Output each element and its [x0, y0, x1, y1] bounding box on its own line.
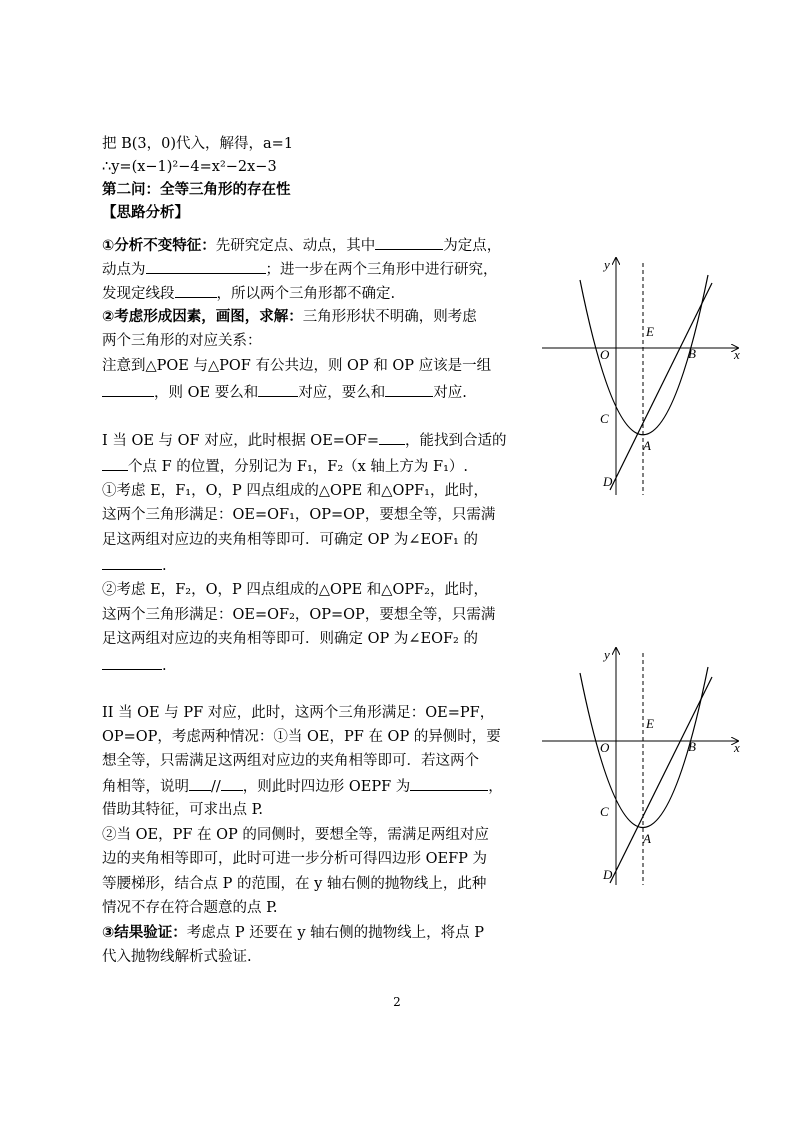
label-E: E — [646, 716, 654, 731]
answer-blank[interactable] — [375, 235, 443, 250]
text-line — [102, 430, 507, 451]
label-C: C — [600, 804, 609, 819]
text: . — [162, 658, 167, 674]
text-line: 想全等，只需满足这两组对应边的夹角相等即可．若这两个 — [102, 753, 479, 769]
text-line: II 当 OE 与 PF 对应，此时，这两个三角形满足：OE=PF， — [102, 705, 495, 721]
text-line — [102, 655, 167, 676]
label-y: y — [604, 647, 610, 662]
answer-blank[interactable] — [221, 776, 243, 791]
text-line: 把 B(3，0)代入，解得，a=1 — [102, 136, 294, 152]
text: 对应，要么和 — [298, 385, 386, 401]
text-line — [102, 456, 468, 477]
text: 对应. — [433, 385, 467, 401]
label-B: B — [688, 739, 696, 754]
text-line — [102, 382, 467, 403]
text-line — [102, 307, 477, 327]
label-O: O — [600, 740, 610, 755]
text-line — [102, 259, 498, 280]
text-line — [102, 283, 395, 304]
text-line: 两个三角形的对应关系： — [102, 333, 262, 349]
text: ， — [488, 779, 503, 795]
answer-blank[interactable] — [189, 776, 211, 791]
text-line: 代入抛物线解析式验证. — [102, 949, 252, 965]
answer-blank[interactable] — [146, 259, 266, 274]
parabola-graph-2 — [540, 645, 750, 890]
text-line: 边的夹角相等即可，此时可进一步分析可得四边形 OEFP 为 — [102, 851, 488, 867]
text-line: ①考虑 E，F₁，O，P 四点组成的△OPE 和△OPF₁，此时， — [102, 483, 488, 499]
line-DB — [610, 283, 712, 490]
parabola-graph-1 — [540, 255, 750, 500]
text-line — [102, 555, 167, 576]
text-line: 足这两组对应边的夹角相等即可．可确定 OP 为∠EOF₁ 的 — [102, 532, 478, 548]
label-A: A — [643, 831, 651, 846]
text-line — [102, 235, 501, 256]
label-x: x — [734, 740, 740, 755]
label-E: E — [646, 324, 654, 339]
answer-blank[interactable] — [410, 776, 488, 791]
text: ，则此时四边形 OEPF 为 — [242, 779, 411, 795]
text: 发现定线段 — [102, 286, 175, 302]
label-B: B — [688, 346, 696, 361]
text: ，则 OE 要么和 — [154, 385, 259, 401]
bold-label: ③结果验证： — [102, 925, 187, 941]
text: 为定点， — [443, 238, 502, 254]
answer-blank[interactable] — [102, 555, 162, 570]
label-A: A — [643, 438, 651, 453]
text: ；进一步在两个三角形中进行研究， — [265, 262, 498, 278]
bold-label: ①分析不变特征： — [102, 238, 216, 254]
bold-label: ②考虑形成因素，画图，求解： — [102, 309, 303, 325]
text: ，能找到合适的 — [405, 433, 507, 449]
page-number: 2 — [393, 995, 401, 1009]
line-DB — [610, 677, 712, 883]
answer-blank[interactable] — [258, 382, 298, 397]
label-x: x — [734, 347, 740, 362]
label-D: D — [603, 867, 613, 882]
label-D: D — [603, 474, 613, 489]
text-line: ②当 OE，PF 在 OP 的同侧时，要想全等，需满足两组对应 — [102, 827, 489, 843]
answer-blank[interactable] — [102, 655, 162, 670]
label-O: O — [600, 347, 610, 362]
answer-blank[interactable] — [385, 382, 433, 397]
answer-blank[interactable] — [379, 430, 405, 445]
label-y: y — [604, 257, 610, 272]
text-line: 情况不存在符合题意的点 P. — [102, 900, 278, 916]
text-line: OP=OP，考虑两种情况：①当 OE，PF 在 OP 的异侧时，要 — [102, 729, 501, 745]
text: ，所以两个三角形都不确定. — [216, 286, 396, 302]
text-line: 这两个三角形满足：OE=OF₁，OP=OP，要想全等，只需满 — [102, 507, 496, 523]
text: // — [211, 779, 221, 795]
text: 动点为 — [102, 262, 146, 278]
answer-blank[interactable] — [102, 456, 128, 471]
text: . — [162, 558, 167, 574]
text-line — [102, 776, 503, 797]
section-heading: 【思路分析】 — [102, 205, 189, 221]
section-heading: 第二问：全等三角形的存在性 — [102, 182, 291, 198]
text-line: 注意到△POE 与△POF 有公共边，则 OP 和 OP 应该是一组 — [102, 358, 492, 374]
text: 角相等，说明 — [102, 779, 189, 795]
text: 三角形形状不明确，则考虑 — [302, 309, 477, 325]
answer-blank[interactable] — [175, 283, 217, 298]
text-line: 等腰梯形，结合点 P 的范围，在 y 轴右侧的抛物线上，此种 — [102, 876, 487, 892]
text: 个点 F 的位置，分别记为 F₁，F₂（x 轴上方为 F₁）. — [128, 459, 469, 475]
text: I 当 OE 与 OF 对应，此时根据 OE=OF= — [102, 433, 380, 449]
answer-blank[interactable] — [102, 382, 154, 397]
text-line: ②考虑 E，F₂，O，P 四点组成的△OPE 和△OPF₂，此时， — [102, 582, 488, 598]
label-C: C — [600, 411, 609, 426]
text-line: 这两个三角形满足：OE=OF₂，OP=OP，要想全等，只需满 — [102, 607, 496, 623]
text: 先研究定点、动点，其中 — [215, 238, 376, 254]
text-line: 借助其特征，可求出点 P. — [102, 802, 264, 818]
text-line: 足这两组对应边的夹角相等即可．则确定 OP 为∠EOF₂ 的 — [102, 631, 478, 647]
text: 考虑点 P 还要在 y 轴右侧的抛物线上，将点 P — [186, 925, 485, 941]
text-line: ∴y=(x−1)²−4=x²−2x−3 — [102, 159, 277, 175]
text-line — [102, 923, 484, 943]
